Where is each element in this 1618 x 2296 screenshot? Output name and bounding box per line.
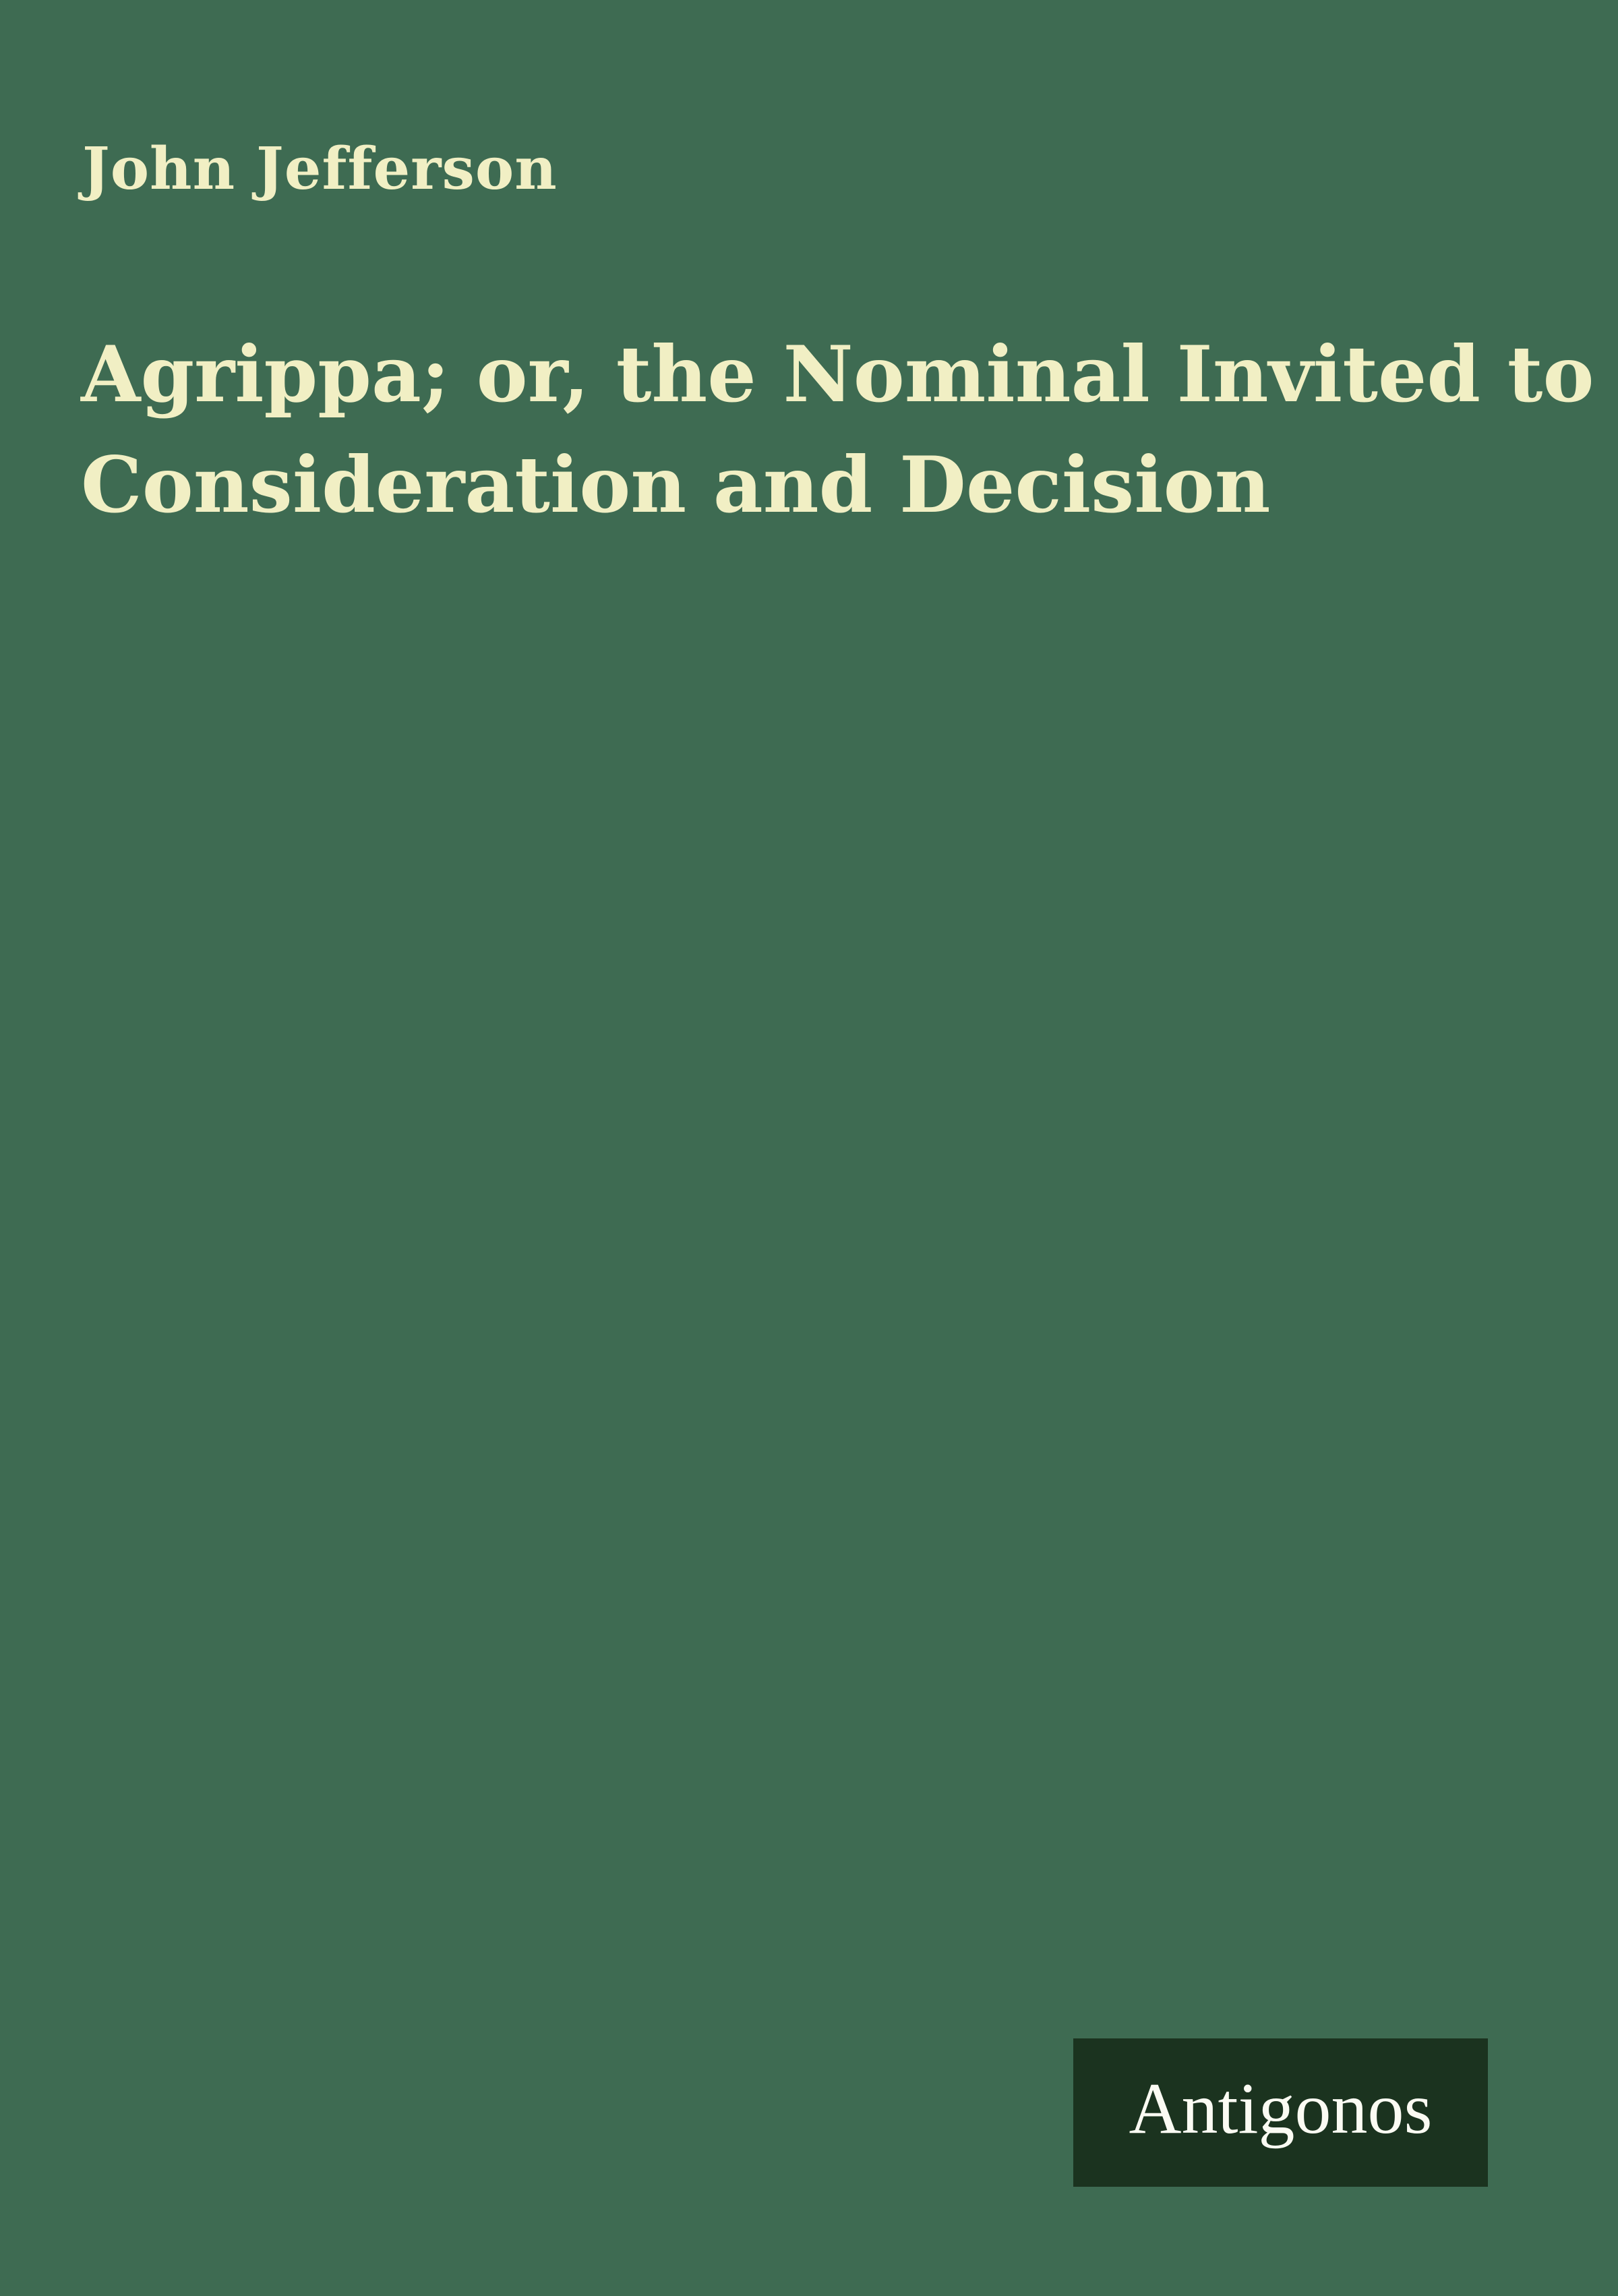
publisher-name: Antigonos <box>1129 2069 1433 2149</box>
book-title-line-2: Consideration and Decision <box>81 440 1271 530</box>
book-title-line-1: Agrippa; or, the Nominal Invited to <box>81 329 1594 419</box>
publisher-badge <box>1073 2038 1488 2187</box>
author-name: John Jefferson <box>82 135 558 203</box>
book-title <box>81 319 1594 540</box>
